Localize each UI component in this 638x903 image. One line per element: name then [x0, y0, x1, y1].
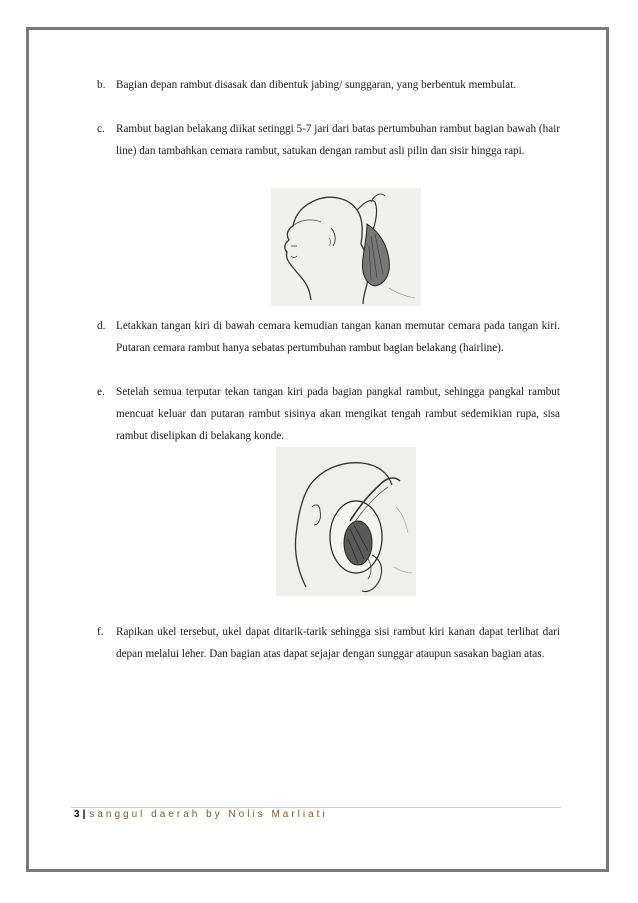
- step-marker: e.: [97, 386, 105, 398]
- step-d: [97, 315, 560, 359]
- footer-title: sanggul daerah by Nolis Marliati: [89, 809, 328, 820]
- step-b: [97, 74, 560, 96]
- step-c: [97, 118, 560, 162]
- step-text: Rambut bagian belakang diikat setinggi 5-7 jari dari batas pertumbuhan rambut bagian bawah (hair line) dan tambahkan cemara rambut, satukan dengan rambut asli pilin dan sisir hingga rapi.: [116, 123, 560, 158]
- step-f: [97, 621, 560, 665]
- step-marker: f.: [97, 626, 104, 638]
- step-marker: b.: [97, 79, 106, 91]
- page-footer: [74, 809, 328, 820]
- footer-separator: |: [82, 809, 86, 820]
- step-text: Bagian depan rambut disasak dan dibentuk jabing/ sunggaran, yang berbentuk membulat.: [116, 79, 517, 91]
- step-e: [97, 381, 560, 448]
- page-number: 3: [74, 809, 80, 820]
- footer-divider: [71, 807, 561, 808]
- step-marker: c.: [97, 123, 105, 135]
- hair-tie-illustration: [271, 188, 421, 306]
- step-text: Letakkan tangan kiri di bawah cemara kemudian tangan kanan memutar cemara pada tangan kiri. Putaran cemara rambut hanya sebatas pertumbuhan rambut bagian belakang (hairline).: [116, 320, 560, 355]
- bun-twist-illustration: [276, 447, 416, 596]
- step-text: Setelah semua terputar tekan tangan kiri pada bagian pangkal rambut, sehingga pangkal rambut mencuat keluar dan putaran rambut sisinya akan mengikat tengah rambut sedemikian rupa, sisa rambut diselipkan di belakang konde.: [116, 386, 560, 443]
- step-text: Rapikan ukel tersebut, ukel dapat ditarik-tarik sehingga sisi rambut kiri kanan dapat terlihat dari depan melalui leher. Dan bagian atas dapat sejajar dengan sunggar ataupun sasakan bagian atas.: [116, 626, 560, 661]
- step-marker: d.: [97, 320, 106, 332]
